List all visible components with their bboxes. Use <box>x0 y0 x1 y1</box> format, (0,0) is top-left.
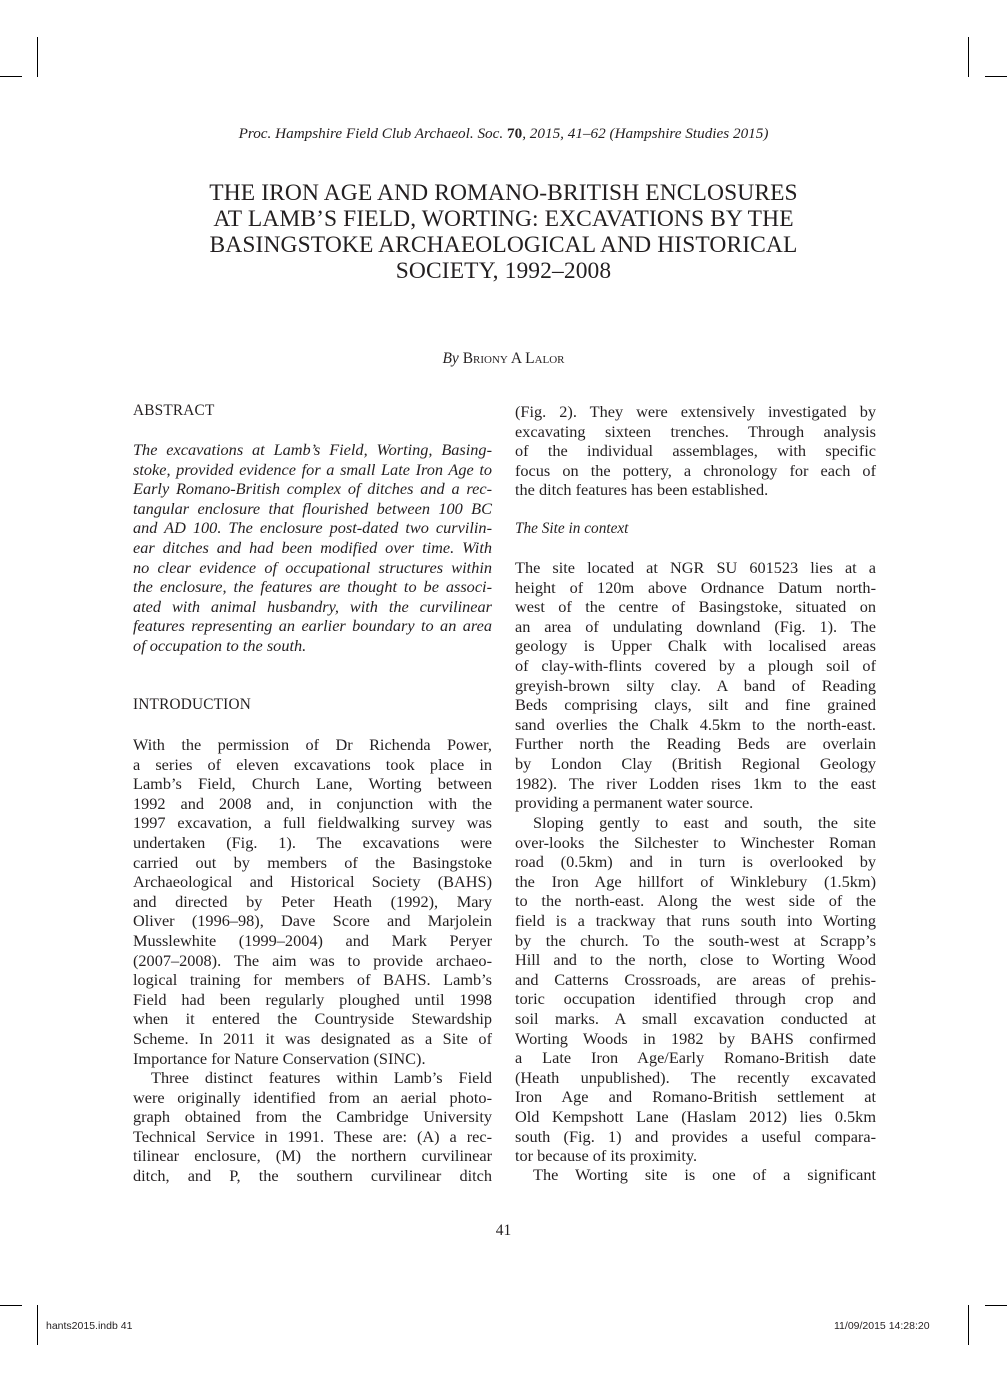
text-line: Importance for Nature Conservation (SINC). <box>133 1048 426 1068</box>
body-paragraph <box>515 813 876 1166</box>
text-line: geology is Upper Chalk with localised areas <box>515 636 876 656</box>
introduction-heading: INTRODUCTION <box>133 696 251 713</box>
text-line: over-looks the Silchester to Winchester Roman <box>515 832 876 852</box>
text-line: Technical Service in 1991. These are: (A) a rec- <box>133 1126 492 1146</box>
text-line: features representing an earlier boundary to an area <box>133 616 492 636</box>
section-heading-site-in-context: The Site in context <box>515 520 629 537</box>
text-line: sand overlies the Chalk 4.5km to the north-east. <box>515 714 876 734</box>
text-line: providing a permanent water source. <box>515 793 754 813</box>
text-line: tor because of its proximity. <box>515 1146 698 1166</box>
text-line: Sloping gently to east and south, the site <box>533 813 876 832</box>
text-line: road (0.5km) and in turn is overlooked by <box>515 852 876 872</box>
crop-mark <box>37 37 38 77</box>
text-line: Iron Age and Romano-British settlement at <box>515 1087 876 1107</box>
text-line: west of the centre of Basingstoke, situated on <box>515 597 876 617</box>
introduction-paragraph <box>133 1068 492 1186</box>
text-line: Oliver (1996–98), Dave Score and Marjolein <box>133 911 492 931</box>
crop-mark <box>985 1305 1007 1306</box>
byline <box>0 350 1007 368</box>
text-line: the ditch features has been established. <box>515 480 769 500</box>
text-line: Three distinct features within Lamb’s Field <box>151 1068 492 1087</box>
text-line: The site located at NGR SU 601523 lies at a <box>515 558 876 577</box>
text-line: by the church. To the south-west at Scrapp’s <box>515 930 876 950</box>
text-line: Further north the Reading Beds are overlain <box>515 734 876 754</box>
text-line: 1997 excavation, a full fieldwalking survey was <box>133 813 492 833</box>
byline-by: By <box>442 350 459 367</box>
text-line: Old Kempshott Lane (Haslam 2012) lies 0.5km <box>515 1106 876 1126</box>
text-line: to the north-east. Along the west side of the <box>515 891 876 911</box>
text-line: 1992 and 2008 and, in conjunction with the <box>133 793 492 813</box>
text-line: Musslewhite (1999–2004) and Mark Peryer <box>133 930 492 950</box>
text-line: graph obtained from the Cambridge University <box>133 1107 492 1127</box>
journal-volume: 70 <box>507 125 523 142</box>
text-line: a series of eleven excavations took place in <box>133 754 492 774</box>
text-line: the enclosure, the features are thought to be associ- <box>133 577 492 597</box>
journal-pages: , 2015, 41–62 (Hampshire Studies 2015) <box>522 125 769 142</box>
text-line: (Heath unpublished). The recently excavated <box>515 1067 876 1087</box>
footer-timestamp: 11/09/2015 14:28:20 <box>834 1320 930 1332</box>
text-line: and AD 100. The enclosure post-dated two curvilin- <box>133 518 492 538</box>
crop-mark <box>968 1305 969 1345</box>
author-name: Briony A Lalor <box>462 350 565 367</box>
text-line: Archaeological and Historical Society (BAHS) <box>133 872 492 892</box>
text-line: focus on the pottery, a chronology for each of <box>515 460 876 480</box>
body-paragraph <box>515 402 876 500</box>
body-paragraph <box>515 1165 876 1185</box>
crop-mark <box>968 37 969 77</box>
text-line: Lamb’s Field, Church Lane, Worting between <box>133 774 492 794</box>
page-number: 41 <box>495 1222 512 1239</box>
text-line: ear ditches and had been modified over time. With <box>133 537 492 557</box>
text-line: were originally identified from an aerial photo- <box>133 1087 492 1107</box>
text-line: carried out by members of the Basingstoke <box>133 852 492 872</box>
text-line: field is a trackway that runs south into Worting <box>515 910 876 930</box>
text-line: greyish-brown silty clay. A band of Reading <box>515 675 876 695</box>
text-line: a Late Iron Age/Early Romano-British date <box>515 1048 876 1068</box>
text-line: Field had been regularly ploughed until 1998 <box>133 989 492 1009</box>
text-line: of the individual assemblages, with specific <box>515 441 876 461</box>
introduction-paragraph <box>133 735 492 1068</box>
text-line: undertaken (Fig. 1). The excavations were <box>133 832 492 852</box>
text-line: an area of undulating downland (Fig. 1). The <box>515 616 876 636</box>
article-title <box>150 180 857 284</box>
text-line: excavating sixteen trenches. Through analysis <box>515 421 876 441</box>
text-line: ditch, and P, the southern curvilinear ditch <box>133 1165 492 1185</box>
text-line: (Fig. 2). They were extensively investigated by <box>515 402 876 421</box>
title-line: BASINGSTOKE ARCHAEOLOGICAL AND HISTORICAL <box>209 232 798 258</box>
title-line: THE IRON AGE AND ROMANO-BRITISH ENCLOSURES <box>209 180 798 206</box>
text-line: Scheme. In 2011 it was designated as a Site of <box>133 1028 492 1048</box>
crop-mark <box>0 76 22 77</box>
journal-citation <box>0 125 1007 143</box>
footer-file: hants2015.indb 41 <box>46 1320 133 1332</box>
text-line: height of 120m above Ordnance Datum north- <box>515 577 876 597</box>
text-line: The excavations at Lamb’s Field, Worting, Basing- <box>133 440 492 459</box>
text-line: toric occupation identified through crop and <box>515 989 876 1009</box>
title-line: AT LAMB’S FIELD, WORTING: EXCAVATIONS BY THE <box>213 206 794 232</box>
text-line: the Iron Age hillfort of Winklebury (1.5km) <box>515 871 876 891</box>
text-line: ated with animal husbandry, with the curvilinear <box>133 596 492 616</box>
body-paragraph <box>515 558 876 813</box>
crop-mark <box>37 1305 38 1345</box>
text-line: and Catterns Crossroads, are areas of prehis- <box>515 969 876 989</box>
abstract-text <box>133 440 492 656</box>
text-line: south (Fig. 1) and provides a useful compara- <box>515 1126 876 1146</box>
text-line: tilinear enclosure, (M) the northern curvilinear <box>133 1146 492 1166</box>
text-line: logical training for members of BAHS. Lamb’s <box>133 970 492 990</box>
text-line: Beds comprising clays, silt and fine grained <box>515 695 876 715</box>
text-line: stoke, provided evidence for a small Late Iron Age to <box>133 459 492 479</box>
text-line: soil marks. A small excavation conducted at <box>515 1008 876 1028</box>
title-line: SOCIETY, 1992–2008 <box>395 258 612 284</box>
crop-mark <box>985 76 1007 77</box>
abstract-heading: ABSTRACT <box>133 402 215 419</box>
text-line: Worting Woods in 1982 by BAHS confirmed <box>515 1028 876 1048</box>
text-line: no clear evidence of occupational structures within <box>133 557 492 577</box>
text-line: of occupation to the south. <box>133 635 307 655</box>
text-line: tangular enclosure that flourished between 100 BC <box>133 498 492 518</box>
text-line: (2007–2008). The aim was to provide archaeo- <box>133 950 492 970</box>
text-line: Early Romano-British complex of ditches and a rec- <box>133 479 492 499</box>
text-line: when it entered the Countryside Stewardship <box>133 1009 492 1029</box>
text-line: Hill and to the north, close to Worting Wood <box>515 950 876 970</box>
text-line: With the permission of Dr Richenda Power, <box>133 735 492 754</box>
crop-mark <box>0 1305 22 1306</box>
text-line: of clay-with-flints covered by a plough soil of <box>515 655 876 675</box>
text-line: The Worting site is one of a significant <box>533 1165 876 1184</box>
journal-name: Proc. Hampshire Field Club Archaeol. Soc. <box>238 125 504 142</box>
text-line: 1982). The river Lodden rises 1km to the east <box>515 773 876 793</box>
text-line: by London Clay (British Regional Geology <box>515 753 876 773</box>
text-line: and directed by Peter Heath (1992), Mary <box>133 891 492 911</box>
